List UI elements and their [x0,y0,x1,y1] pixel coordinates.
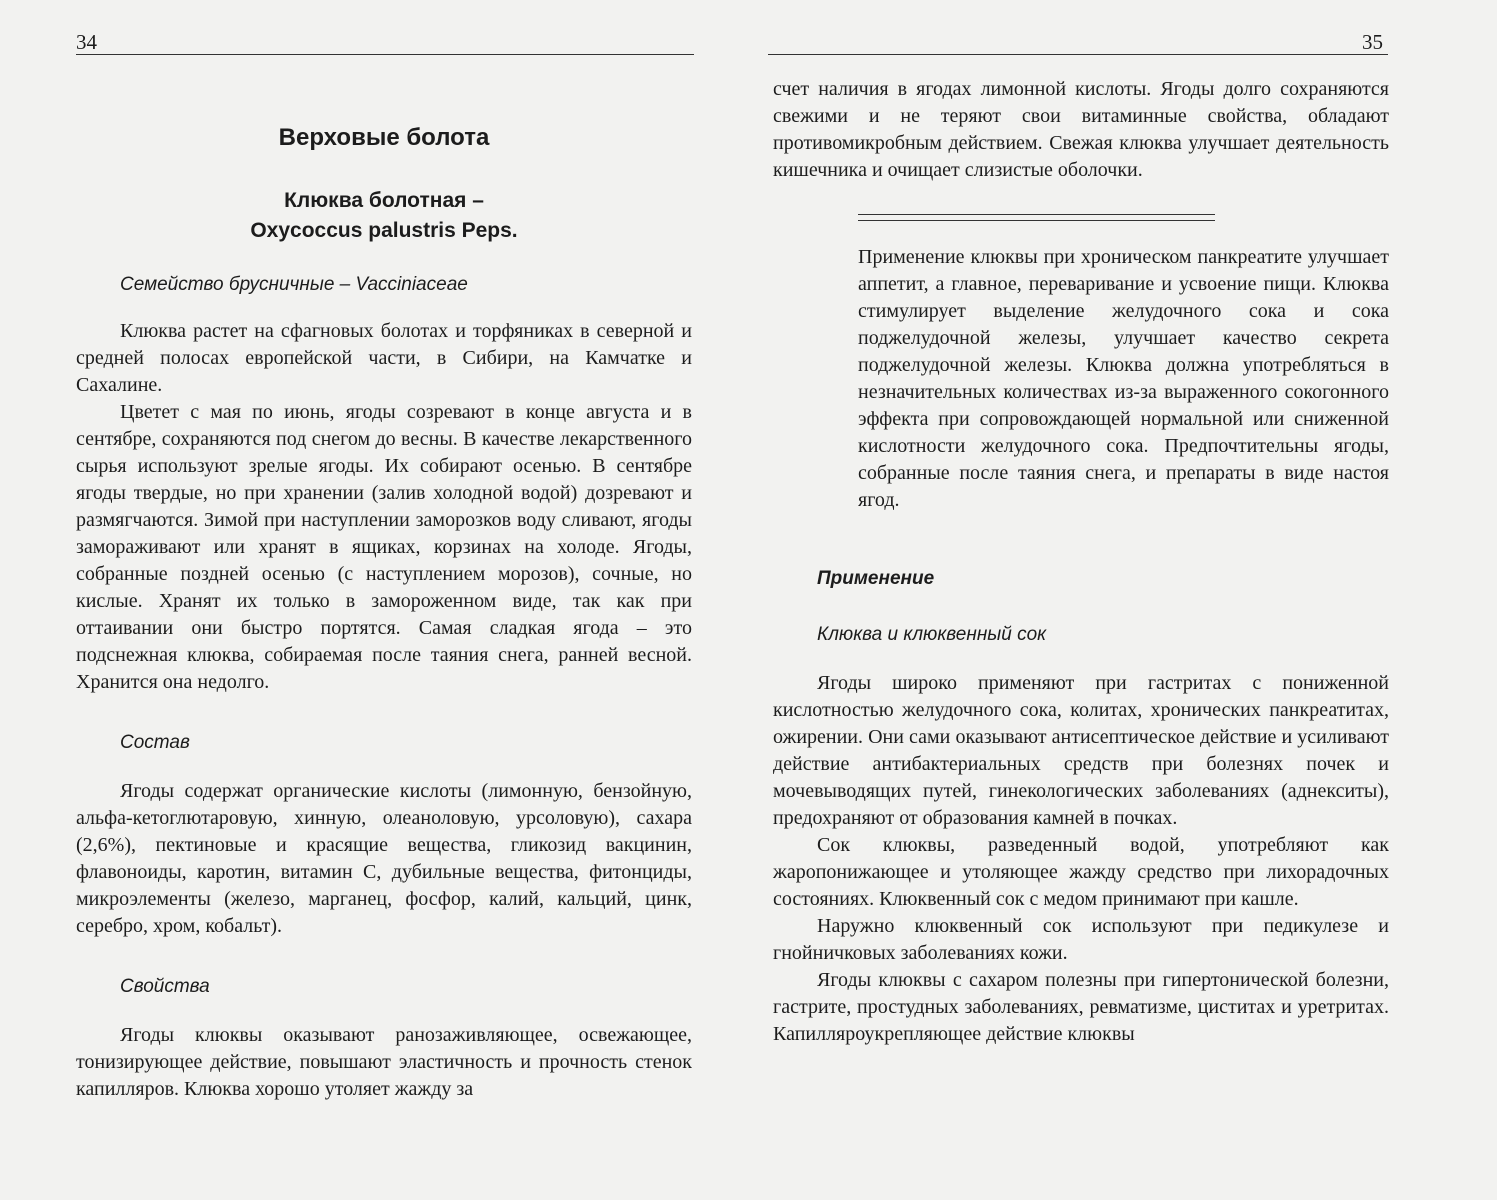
application-paragraph: Ягоды широко применяют при гастритах с пониженной кислотностью желудочного сока, колитах, хронических панкреатитах, ожирении. Они сами оказывают антисептическое действие и усиливают действие антибактериальных средств при болезнях почек и мочевыводящих путей, гинекологических заболеваниях (аднекситы), предохраняют от образования камней в почках. [773,672,1389,829]
properties-heading: Свойства [120,976,210,997]
intro-paragraph: Цветет с мая по июнь, ягоды созревают в конце августа и в сентябре, сохраняются под снегом до весны. В качестве лекарственного сырья используют зрелые ягоды. Их собирают осенью. В сентябре ягоды твердые, но при хранении (залив холодной водой) дозревают и размягчаются. Зимой при наступлении заморозков воду сливают, ягоды замораживают или хранят в ящиках, корзинах на холоде. Ягоды, собранные поздней осенью (с наступлением морозов), сочные, но кислые. Хранят их только в замороженном виде, так как при оттаивании они быстро портятся. Самая сладкая ягода – это подснежная клюква, собираемая после таяния снега, ранней весной. Хранится она недолго. [76,401,692,693]
right-page [748,0,1497,1200]
header-rule [76,54,694,55]
application-paragraph: Наружно клюквенный сок используют при педикулезе и гнойничковых заболеваниях кожи. [773,915,1389,964]
composition-paragraph: Ягоды содержат органические кислоты (лимонную, бензойную, альфа-кетоглютаровую, хинную, олеаноловую, урсоловую), сахара (2,6%), пектиновые и красящие вещества, гликозид вакцинин, флавоноиды, каротин, витамин С, дубильные вещества, фитонциды, микроэлементы (железо, марганец, фосфор, калий, кальций, цинк, серебро, хром, кобальт). [76,780,692,937]
juice-heading: Клюква и клюквенный сок [817,624,1047,645]
plant-family: Семейство брусничные – Vacciniaceae [120,274,468,295]
left-page-content [76,118,692,1103]
application-paragraph: Ягоды клюквы с сахаром полезны при гипертонической болезни, гастрите, простудных заболеваниях, ревматизме, циститах и уретритах. Капилляроукрепляющее действие клюквы [773,969,1389,1045]
page-number: 34 [76,30,97,54]
left-page [0,0,748,1200]
properties-paragraph: Ягоды клюквы оказывают ранозаживляющее, освежающее, тонизирующее действие, повышают эластичность и прочность стенок капилляров. Клюква хорошо утоляет жажду за [76,1024,692,1100]
composition-heading: Состав [120,732,190,753]
intro-paragraph: Клюква растет на сфагновых болотах и торфяниках в северной и средней полосах европейской части, в Сибири, на Камчатке и Сахалине. [76,320,692,396]
continuation-paragraph: счет наличия в ягодах лимонной кислоты. Ягоды долго сохраняются свежими и не теряют свои витаминные свойства, обладают противомикробным действием. Свежая клюква улучшает деятельность кишечника и очищает слизистые оболочки. [773,78,1389,181]
header-rule [768,54,1388,55]
pancreatitis-note: Применение клюквы при хроническом панкреатите улучшает аппетит, а главное, переваривание и усвоение пищи. Клюква стимулирует выделение желудочного сока и сока поджелудочной железы, улучшает качество секрета поджелудочной железы. Клюква должна употребляться в незначительных количествах из-за выраженного сокогонного эффекта при сопровождающей нормальной или сниженной кислотности желудочного сока. Предпочтительны ягоды, собранные после таяния снега, и препараты в виде настоя ягод. [858,246,1389,511]
plant-name: Клюква болотная – [284,189,484,212]
chapter-title: Верховые болота [278,124,490,151]
plant-latin-name: Oxycoccus palustris Peps. [250,219,518,242]
box-top-rules [858,214,1215,226]
right-page-content [773,76,1389,1048]
application-heading: Применение [817,568,935,589]
application-paragraph: Сок клюквы, разведенный водой, употребляют как жаропонижающее и утоляющее жажду средство при лихорадочных состояниях. Клюквенный сок с медом принимают при кашле. [773,834,1389,910]
page-number: 35 [1362,30,1383,54]
